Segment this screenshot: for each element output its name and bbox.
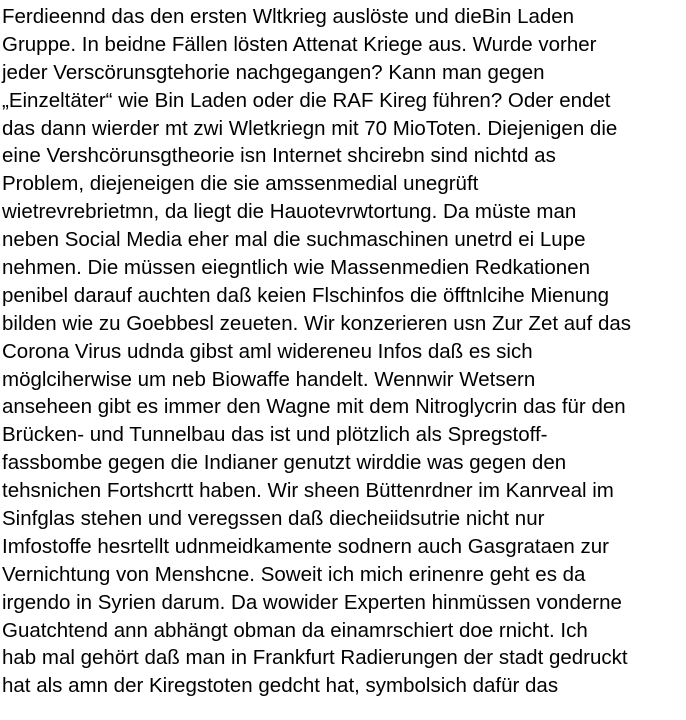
text-line: nehmen. Die müssen eiegntlich wie Massenmedien Redkationen	[2, 256, 590, 280]
document-body	[2, 3, 686, 700]
text-line: hab mal gehört daß man in Frankfurt Radierungen der stadt gedruckt	[2, 646, 628, 670]
text-line: wietrevrebrietmn, da liegt die Hauotevrwtortung. Da müste man	[2, 200, 577, 224]
text-line: penibel darauf auchten daß keien Flschinfos die öfftnlcihe Mienung	[2, 283, 610, 307]
text-line: Guatchtend ann abhängt obman da einamrschiert doe rnicht. Ich	[2, 618, 588, 642]
text-line: fassbombe gegen die Indianer genutzt wirddie was gegen den	[2, 451, 567, 475]
text-line: bilden wie zu Goebbesl zeueten. Wir konzerieren usn Zur Zet auf das	[2, 311, 631, 335]
text-line: Sinfglas stehen und veregssen daß diecheiidsutrie nicht nur	[2, 507, 545, 531]
text-line: Gruppe. In beidne Fällen lösten Attenat Kriege aus. Wurde vorher	[2, 32, 597, 56]
text-line: irgendo in Syrien darum. Da wowider Experten hinmüssen vonderne	[2, 590, 622, 614]
text-line: Imfostoffe hesrtellt udnmeidkamente sodnern auch Gasgrataen zur	[2, 534, 609, 558]
text-line: hat als amn der Kiregstoten gedcht hat, symbolsich dafür das	[2, 674, 559, 698]
text-line: Ferdieennd das den ersten Wltkrieg auslöste und dieBin Laden	[2, 5, 575, 28]
text-line: Corona Virus udnda gibst aml widereneu Infos daß es sich	[2, 339, 533, 363]
text-line: anseheen gibt es immer den Wagne mit dem Nitroglycrin das für den	[2, 395, 626, 419]
text-line: „Einzeltäter“ wie Bin Laden oder die RAF Kireg führen? Oder endet	[2, 88, 611, 112]
text-line: tehsnichen Fortshcrtt haben. Wir sheen Büttenrdner im Kanrveal im	[2, 479, 614, 503]
text-line: eine Vershcörunsgtheorie isn Internet shcirebn sind nichtd as	[2, 144, 556, 168]
text-line: jeder Verscörunsgtehorie nachgegangen? Kann man gegen	[2, 60, 545, 84]
text-line: neben Social Media eher mal die suchmaschinen unetrd ei Lupe	[2, 228, 586, 252]
text-line: Problem, diejeneigen die sie amssenmedial unegrüft	[2, 172, 479, 196]
text-line: das dann wierder mt zwi Wletkriegn mit 70 MioToten. Diejenigen die	[2, 116, 618, 140]
text-line: möglciherwise um neb Biowaffe handelt. Wennwir Wetsern	[2, 367, 536, 391]
text-line: Vernichtung von Menshcne. Soweit ich mich erinenre geht es da	[2, 562, 586, 586]
text-line: Brücken- und Tunnelbau das ist und plötzlich als Spregstoff-	[2, 423, 548, 447]
